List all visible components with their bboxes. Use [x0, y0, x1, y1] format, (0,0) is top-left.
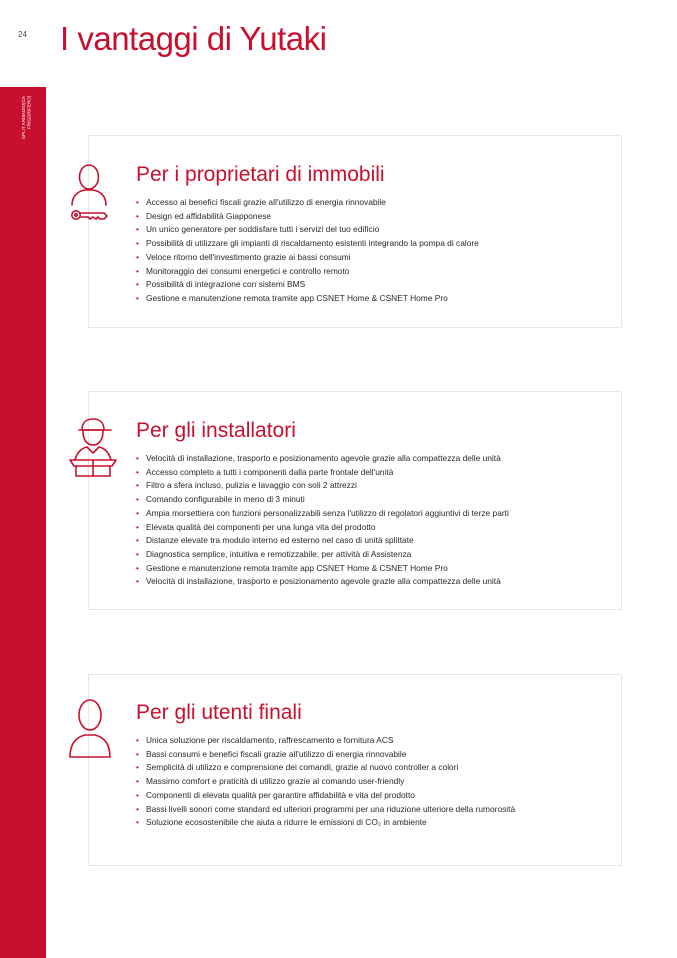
list-item: • Diagnostica semplice, intuitiva e remotizzabile, per attività di Assistenza [136, 548, 509, 562]
bullet-list [136, 452, 509, 589]
side-label-line: FRIGORIFERO) [26, 96, 32, 130]
section-title: Per gli utenti finali [136, 701, 302, 724]
list-item: • Monitoraggio dei consumi energetici e controllo remoto [136, 265, 479, 279]
list-item: • Un unico generatore per soddisfare tutti i servizi del tuo edificio [136, 223, 479, 237]
section-installers [88, 391, 622, 610]
page-title: I vantaggi di Yutaki [60, 20, 327, 57]
list-item: • Possibilità di utilizzare gli impianti di riscaldamento esistenti integrando la pompa di calore [136, 237, 479, 251]
list-item: • Gestione e manutenzione remota tramite app CSNET Home & CSNET Home Pro [136, 562, 509, 576]
side-bar [0, 87, 46, 958]
list-item: • Distanze elevate tra modulo interno ed esterno nel caso di unità splittate [136, 534, 509, 548]
list-item: • Massimo comfort e praticità di utilizzo grazie al comando user-friendly [136, 775, 515, 789]
owner-key-icon [67, 162, 111, 227]
list-item: • Velocità di installazione, trasporto e posizionamento agevole grazie alla compattezza delle unità [136, 575, 509, 589]
list-item: • Unica soluzione per riscaldamento, raffrescamento e fornitura ACS [136, 734, 515, 748]
list-item: • Veloce ritorno dell'investimento grazie ai bassi consumi [136, 251, 479, 265]
list-item: • Bassi livelli sonori come standard ed ulteriori programmi per una riduzione ulteriore della rumorosità [136, 803, 515, 817]
bullet-list [136, 196, 479, 306]
list-item: • Semplicità di utilizzo e comprensione dei comandi, grazie al nuovo controller a colori [136, 761, 515, 775]
list-item: • Soluzione ecosostenibile che aiuta a ridurre le emissioni di CO₂ in ambiente [136, 816, 515, 830]
bullet-list [136, 734, 515, 830]
list-item: • Comando configurabile in meno di 3 minuti [136, 493, 509, 507]
list-item: • Design ed affidabilità Giapponese [136, 210, 479, 224]
section-owners [88, 135, 622, 328]
list-item: • Componenti di elevata qualità per garantire affidabilità e vita del prodotto [136, 789, 515, 803]
list-item: • Velocità di installazione, trasporto e posizionamento agevole grazie alla compattezza delle unità [136, 452, 509, 466]
list-item: • Possibilità di integrazione con sistemi BMS [136, 278, 479, 292]
list-item: • Bassi consumi e benefici fiscali grazie all'utilizzo di energia rinnovabile [136, 748, 515, 762]
end-user-icon [67, 697, 113, 764]
list-item: • Filtro a sfera incluso, pulizia e lavaggio con soli 2 attrezzi [136, 479, 509, 493]
section-title: Per gli installatori [136, 419, 296, 442]
list-item: • Elevata qualità dei componenti per una lunga vita del prodotto [136, 521, 509, 535]
side-label [21, 96, 32, 139]
installer-box-icon [67, 416, 119, 483]
page-number: 24 [18, 30, 27, 39]
side-label-line: SPLIT ARMADIO(CA [21, 96, 26, 140]
section-title: Per i proprietari di immobili [136, 163, 385, 186]
section-end-users [88, 674, 622, 866]
list-item: • Ampia morsettiera con funzioni personalizzabili senza l'utilizzo di regolatori aggiuntivi di terze parti [136, 507, 509, 521]
list-item: • Accesso completo a tutti i componenti dalla parte frontale dell'unità [136, 466, 509, 480]
list-item: • Accesso ai benefici fiscali grazie all'utilizzo di energia rinnovabile [136, 196, 479, 210]
list-item: • Gestione e manutenzione remota tramite app CSNET Home & CSNET Home Pro [136, 292, 479, 306]
